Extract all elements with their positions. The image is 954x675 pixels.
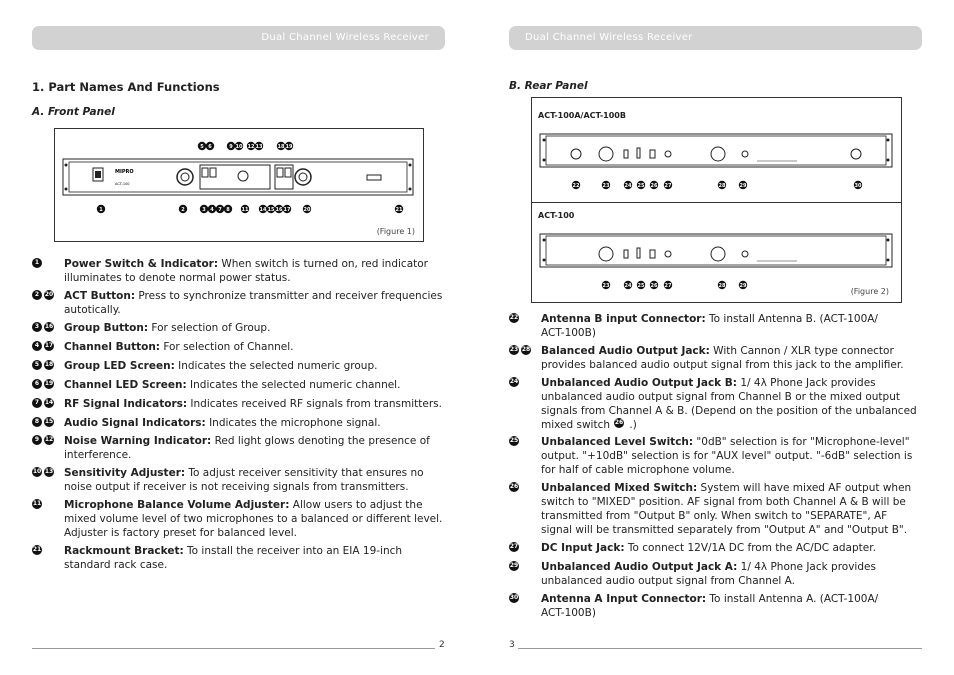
item-description: System will have mixed AF output when	[697, 482, 912, 494]
front-callout: 12	[247, 144, 255, 150]
callout-badge: 25	[509, 437, 519, 444]
rear-callout: 28	[718, 183, 726, 189]
item-description: 1/ 4λ Phone Jack provides	[737, 561, 876, 573]
callout-badge: 1	[32, 258, 42, 268]
front-callout: 10	[235, 144, 243, 150]
rear-callout: 23	[602, 183, 610, 189]
item-label: Rackmount Bracket:	[64, 545, 184, 557]
item-description: Indicates the selected numeric channel.	[186, 379, 401, 391]
callout-badge: 30	[509, 594, 519, 601]
item-description-line: standard rack case.	[64, 559, 168, 571]
front-callout: 19	[285, 144, 293, 150]
item-callout-numbers	[509, 313, 521, 327]
callout-badge: 8	[32, 417, 42, 427]
item-description: Indicates received RF signals from transmitters.	[187, 398, 442, 410]
front-callout: 14	[259, 207, 267, 213]
item-callout-numbers	[509, 482, 521, 496]
item-label: RF Signal Indicators:	[64, 398, 188, 410]
item-description-line: switch to "MIXED" position. AF signal from both Channel A & B will be	[541, 496, 906, 508]
item-description-line: output. "+10dB" selection is for "AUX level" output. "-6dB" selection is	[541, 450, 913, 462]
rear-panel-drawing	[532, 98, 901, 302]
front-callout: 1	[99, 207, 103, 213]
callout-badge: 15	[44, 418, 54, 425]
rear-panel-figure	[531, 97, 902, 303]
front-callout: 6	[208, 144, 212, 150]
item-description: For selection of Group.	[148, 322, 271, 334]
item-description-line: unbalanced audio output signal from Channel A.	[541, 575, 796, 587]
item-label: DC Input Jack:	[541, 542, 625, 554]
item-description-line: for half of cable microphone volume.	[541, 464, 735, 476]
front-callout: 15	[267, 207, 275, 213]
front-model: ACT-100	[115, 182, 130, 186]
front-panel-drawing	[55, 129, 423, 241]
item-label: Audio Signal Indicators:	[64, 417, 206, 429]
rear-callout: 25	[637, 283, 645, 289]
callout-badge: 4	[32, 341, 42, 351]
item-callout-numbers	[509, 561, 521, 575]
item-label: Group LED Screen:	[64, 360, 175, 372]
front-callout: 17	[283, 207, 291, 213]
callout-badge: 18	[44, 361, 54, 368]
rear-panel-subtitle: B. Rear Panel	[509, 80, 588, 92]
footer-line-left	[32, 648, 435, 649]
item-description: Allow users to adjust the	[289, 499, 423, 511]
front-callout: 8	[226, 207, 230, 213]
rear-callout: 26	[650, 183, 658, 189]
callout-badge: 6	[32, 379, 42, 389]
rear-callout: 23	[602, 283, 610, 289]
item-label: Antenna B input Connector:	[541, 313, 706, 325]
rear-callout: 24	[624, 283, 632, 289]
front-callout: 13	[255, 144, 263, 150]
item-description: To connect 12V/1A DC from the AC/DC adapter.	[624, 542, 876, 554]
callout-badge: 26	[509, 483, 519, 490]
item-description: Press to synchronize transmitter and receiver frequencies	[135, 290, 443, 302]
header-title-right: Dual Channel Wireless Receiver	[525, 32, 693, 43]
callout-badge: 28	[521, 346, 531, 353]
item-label: Noise Warning Indicator:	[64, 435, 212, 447]
front-panel-figure	[54, 128, 424, 242]
item-callout-numbers	[32, 290, 56, 304]
front-callout: 7	[218, 207, 222, 213]
item-description-line: autotically.	[64, 304, 121, 316]
callout-badge: 20	[44, 291, 54, 298]
item-description-line: Adjuster is factory preset for balanced level.	[64, 527, 297, 539]
item-label: Power Switch & Indicator:	[64, 258, 219, 270]
item-description: Indicates the microphone signal.	[205, 417, 381, 429]
item-label: Group Button:	[64, 322, 149, 334]
callout-badge: 10	[32, 468, 42, 475]
front-callout: 9	[229, 144, 233, 150]
item-description: Red light glows denoting the presence of	[211, 435, 430, 447]
page-number-left: 2	[439, 640, 445, 650]
item-description: To install the receiver into an EIA 19-inch	[183, 545, 403, 557]
callout-badge: 16	[44, 323, 54, 330]
item-callout-numbers	[32, 435, 56, 449]
rear-callout: 27	[664, 283, 672, 289]
rear-callout: 28	[718, 283, 726, 289]
callout-badge: 7	[32, 398, 42, 408]
item-callout-numbers	[32, 258, 44, 272]
header-bar-right	[509, 26, 922, 50]
rear-model-b: ACT-100	[538, 211, 575, 220]
item-callout-numbers	[509, 436, 521, 450]
item-label: Unbalanced Level Switch:	[541, 436, 694, 448]
front-callouts-top	[198, 142, 293, 150]
item-label: Sensitivity Adjuster:	[64, 467, 186, 479]
callout-badge: 2	[32, 290, 42, 300]
item-description-line: mixed switch	[541, 419, 611, 431]
footer-line-right	[518, 648, 922, 649]
item-label: Unbalanced Audio Output Jack A:	[541, 561, 738, 573]
callout-badge: 27	[509, 543, 519, 550]
rear-callout: 27	[664, 183, 672, 189]
item-label: Antenna A Input Connector:	[541, 593, 707, 605]
item-callout-numbers	[32, 417, 56, 431]
callout-badge: 11	[32, 500, 42, 507]
callout-badge: 21	[32, 546, 42, 553]
callout-badge: 19	[44, 380, 54, 387]
item-label: Channel LED Screen:	[64, 379, 187, 391]
rear-callout: 30	[854, 183, 862, 189]
item-description-end: .)	[626, 419, 637, 431]
item-description-line: ACT-100B)	[541, 327, 596, 339]
callout-badge: 29	[509, 562, 519, 569]
rear-callout: 25	[637, 183, 645, 189]
front-brand: MIPRO	[115, 169, 134, 175]
rear-callout: 22	[572, 183, 580, 189]
item-description: To install Antenna B. (ACT-100A/	[705, 313, 878, 325]
callout-badge: 23	[509, 346, 519, 353]
item-description: "0dB" selection is for "Microphone-level"	[693, 436, 910, 448]
item-description-line: signal will be transmitted separately from "Output A" and "Output B".	[541, 524, 908, 536]
callout-badge: 22	[509, 314, 519, 321]
item-description-line: mixed volume level of two microphones to a balanced or different level.	[64, 513, 443, 525]
item-label: Unbalanced Audio Output Jack B:	[541, 377, 738, 389]
callout-badge: 17	[44, 342, 54, 349]
rear-figure-caption: (Figure 2)	[850, 287, 889, 296]
rear-callout: 29	[739, 183, 747, 189]
callout-badge: 3	[32, 322, 42, 332]
rear-callout: 26	[650, 283, 658, 289]
item-description-line: noise output if receiver is not receiving signals from transmitters.	[64, 481, 409, 493]
item-description: To install Antenna A. (ACT-100A/	[706, 593, 879, 605]
front-callout: 5	[200, 144, 204, 150]
item-callout-numbers	[32, 545, 44, 559]
rear-model-a: ACT-100A/ACT-100B	[538, 111, 626, 120]
item-callout-numbers	[32, 398, 56, 412]
callout-badge: 9	[32, 435, 42, 445]
rear-callout: 29	[739, 283, 747, 289]
item-description-line: interference.	[64, 449, 132, 461]
front-callout: 2	[181, 207, 185, 213]
item-description: For selection of Channel.	[160, 341, 294, 353]
item-callout-numbers	[509, 345, 533, 359]
front-callout: 20	[303, 207, 311, 213]
item-callout-numbers	[32, 467, 56, 481]
item-callout-numbers	[509, 542, 521, 556]
callout-badge: 24	[509, 378, 519, 385]
callout-badge: 12	[44, 436, 54, 443]
item-description: When switch is turned on, red indicator	[218, 258, 428, 270]
item-description-line: signals from Channel A & B. (Depend on the position of the unbalanced	[541, 405, 917, 417]
item-callout-numbers	[32, 360, 56, 374]
item-label: Microphone Balance Volume Adjuster:	[64, 499, 290, 511]
item-callout-numbers	[32, 379, 56, 393]
front-callout: 4	[210, 207, 214, 213]
callout-badge: 13	[44, 468, 54, 475]
item-label: Channel Button:	[64, 341, 160, 353]
item-description-line: transmitted from "Output B" only. When switch to "SEPARATE", AF	[541, 510, 888, 522]
front-callout: 18	[277, 144, 285, 150]
front-figure-caption: (Figure 1)	[376, 227, 415, 236]
item-label: Balanced Audio Output Jack:	[541, 345, 710, 357]
rear-callouts-b	[602, 281, 747, 289]
callout-badge: 5	[32, 360, 42, 370]
rear-callouts-a	[572, 181, 862, 189]
rear-callout: 24	[624, 183, 632, 189]
header-bar-left	[32, 26, 445, 50]
item-description: 1/ 4λ Phone Jack provides	[737, 377, 876, 389]
inline-callout-badge: 26	[614, 419, 624, 426]
item-callout-numbers	[32, 341, 56, 355]
item-description: To adjust receiver sensitivity that ensures no	[185, 467, 424, 479]
item-description: With Cannon / XLR type connector	[709, 345, 894, 357]
item-description: Indicates the selected numeric group.	[174, 360, 378, 372]
front-callout: 16	[275, 207, 283, 213]
item-description-line: ACT-100B)	[541, 607, 596, 619]
section-title: 1. Part Names And Functions	[32, 80, 220, 94]
item-description-line: illuminates to denote normal power status.	[64, 272, 291, 284]
item-label: ACT Button:	[64, 290, 136, 302]
front-panel-subtitle: A. Front Panel	[32, 106, 115, 118]
item-callout-numbers	[509, 593, 521, 607]
item-callout-numbers	[509, 377, 521, 391]
callout-badge: 14	[44, 399, 54, 406]
item-callout-numbers	[32, 322, 56, 336]
front-callout: 3	[202, 207, 206, 213]
item-description-line: provides balanced audio output signal from this jack to the amplifier.	[541, 359, 904, 371]
item-description-line: unbalanced audio output signal from Channel B or the mixed output	[541, 391, 900, 403]
header-title-left: Dual Channel Wireless Receiver	[261, 32, 429, 43]
item-callout-numbers	[32, 499, 44, 513]
item-label: Unbalanced Mixed Switch:	[541, 482, 698, 494]
front-callout: 11	[241, 207, 249, 213]
front-callouts-bottom	[97, 205, 403, 213]
page-number-right: 3	[509, 640, 515, 650]
front-callout: 21	[395, 207, 403, 213]
